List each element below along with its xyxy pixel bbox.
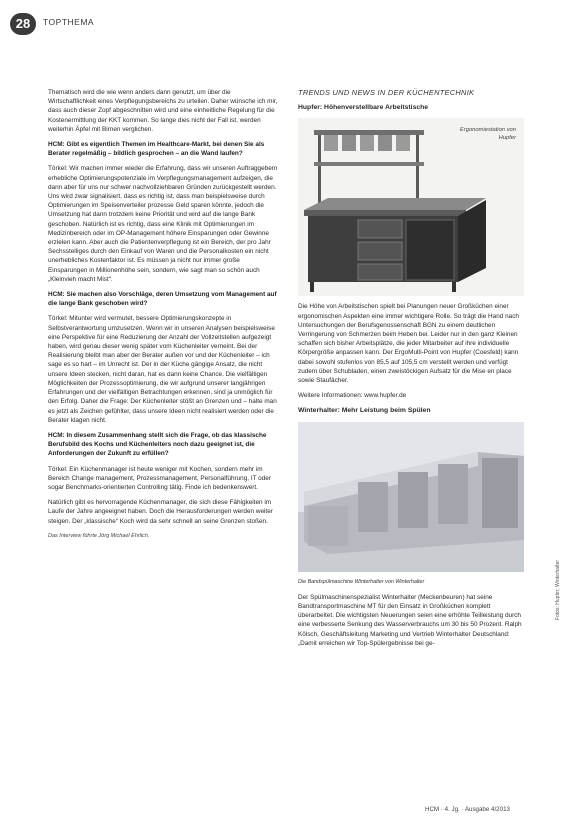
workstation-illustration [298,118,524,296]
image-caption: Ergonomiestation von Hupfer [459,127,516,142]
dishwasher-photo [298,422,524,572]
interview-credit: Das Interview führte Jörg Michael Ehrlich. [48,532,150,539]
section-title: TOPTHEMA [43,17,95,27]
news-headline: TRENDS UND NEWS IN DER KÜCHENTECHNIK [298,88,475,97]
article-body-hupfer: Die Höhe von Arbeitstischen spielt bei Planungen neuer Großküchen einer ergonomischen Aspekten eine immer wichtigere Rolle. So trägt die Hand nach Untersuchungen der Berufsgenossenschaft BGN zu einem deutlichen Verringerung von Schmerzen beim Heben bei. Leider nur in den ganz Kleinen schaffen sich bisher Arbeitsplätze, die jeder Mitarbeiter auf ihre individuelle Körpergröße anpassen kann. Der ErgoMulti-Point von Hupfer (Coesfeld) kann dabei sowohl stufenlos von 85,5 auf 105,5 cm verstellt werden und verfügt zudem über Schubladen, einen zweistöckigen Aufsatz für die Mise en place sowie Staufächer. [298,303,519,385]
page-number: 28 [10,13,36,35]
page-footer: HCM · 4. Jg. · Ausgabe 4/2013 [425,806,510,813]
article-title-hupfer: Hupfer: Höhenverstellbare Arbeitstische [298,104,429,112]
paragraph: Törkel: Wir machen immer wieder die Erfahrung, dass wir unseren Auftraggebern erhebliche Optimierungspotenziale im Verpflegungsmanagement aufzeigen, die dann aber für uns nur schwer nachvollziehbaren Gründen zurückgestellt werden. Uns wird zwar signalisiert, dass es richtig ist, dass man beispielsweise durch Optimierungen im Speisenverteiler prozesse Geld sparen könnte, jedoch die Umsetzung hat dann trotzdem keine Priorität und wird auf die lange Bank geschoben. Natürlich ist es richtig, dass eine Klinik mit Optimierungen im Medizinbereich oder im OP-Management höhere Einsparungen oder Gewinne erzielen kann. Aber auch die Patientenverpflegung ist ein Bereich, der pro Jahr Sechsstelliges durch den Einkauf von Waren und die Personalkosten ein nicht unerhebliches Kostenfaktor ist. Es müssen ja nicht nur immer große Einsparungen in Millionenhöhe sein, sondern, wie sagt man so schön auch „Kleinvieh macht Mist“. [48,165,278,283]
article-body-winterhalter: Der Spülmaschinenspezialist Winterhalter (Meckenbeuren) hat seine Bandtransportmaschine MT für den Einsatz in Großküchen komplett überarbeitet. Die wichtigsten Neuerungen seien eine erhöhte Teilleistung durch eine verbesserte Senkung des Wasserverbrauchs um 30 bis 50 Prozent. Ralph Kölsch, Geschäftsleitung Marketing und Vertrieb Winterhalter Deutschland: „Damit erreichen wir Top-Spülergebnisse bei ge- [298,593,522,647]
paragraph: Natürlich gibt es hervorragende Küchenmanager, die sich diese Fähigkeiten im Laufe der Jahre angeeignet haben. Doch die Herausforderungen werden weiter steigen. Der „klassische“ Koch wird da sehr schnell an seine Grenzen stoßen. [48,499,273,525]
more-info-link[interactable]: Weitere Informationen: www.hupfer.de [298,392,407,400]
interview-column [48,88,280,547]
photo-credit: Fotos: Hupfer; Winterhalter [555,559,561,620]
paragraph: Thematisch wird die wie wenn anders dann genutzt, um über die Wirtschaftlichkeit eines Verpflegungsbereichs zu urteilen. Daher wünsche ich mir, dass auch dieser Zopf abgeschnitten wird und eine einheitliche Regelung für die Kostenermittlung der KKT kommen. So lange dies nicht der Fall ist, werden weiterhin Äpfel mit Birnen verglichen. [48,89,278,133]
paragraph: Törkel: Ein Küchenmanager ist heute weniger mit Kochen, sondern mehr im Bereich Change management, Prozessmanagement, Personalführung, IT oder sogar Benchmarks-orientierten Controlling tätig. Finde ich bedenkenswert. [48,465,271,491]
news-column [298,88,528,654]
interview-question: HCM: Gibt es eigentlich Themen im Healthcare-Markt, bei denen Sie als Berater regelmäßig – bildlich gesprochen – an die Wand laufen? [48,141,265,158]
article-title-winterhalter: Winterhalter: Mehr Leistung beim Spülen [298,407,431,415]
interview-question: HCM: In diesem Zusammenhang stellt sich die Frage, ob das klassische Berufsbild des Kochs und Küchenleiters noch dazu geeignet ist, die Anforderungen der Zukunft zu erfüllen? [48,431,267,458]
paragraph: Törkel: Mitunter wird vermutet, bessere Optimierungskonzepte in Selbstverantwortung umzusetzen. Wenn wir in unseren Analysen beispielsweise eine Perspektive für eine Reduzierung der Anzahl der Vollzeitstellen aufgezeigt haben, wird genau dieser wenig später vom Küchenleiter verneint. Bei der Realisierung bleibt man aber der Berater außen vor und der Küchenleiter – ich sage es so hart – im Unrecht ist. Der in der Küche gängige Ansatz, die nicht unsere Ideen stecken, nicht daran, hat es dann keine Chance. Die vielfältigen Möglichkeiten der Prozessoptimierung, die wir aufgrund unserer langjährigen Erfahrungen und der vielfältigen Betrachtungen erkennen, sind ja unmöglich für den Erfolg. Daher die Frage: Der Küchenleiter stößt an Grenzen und – halte man es jetzt als Zeichen gefühlter, dass unsere Ideen nicht realisiert werden oder die Berater klagen nicht. [48,315,277,424]
dishwasher-illustration [298,422,524,572]
workstation-photo [298,118,524,296]
image-caption: Die Bandspülmaschine Winterhalter von Winterhalter [298,578,425,585]
interview-question: HCM: Sie machen also Vorschläge, deren Umsetzung vom Management auf die lange Bank geschoben wird? [48,291,277,308]
